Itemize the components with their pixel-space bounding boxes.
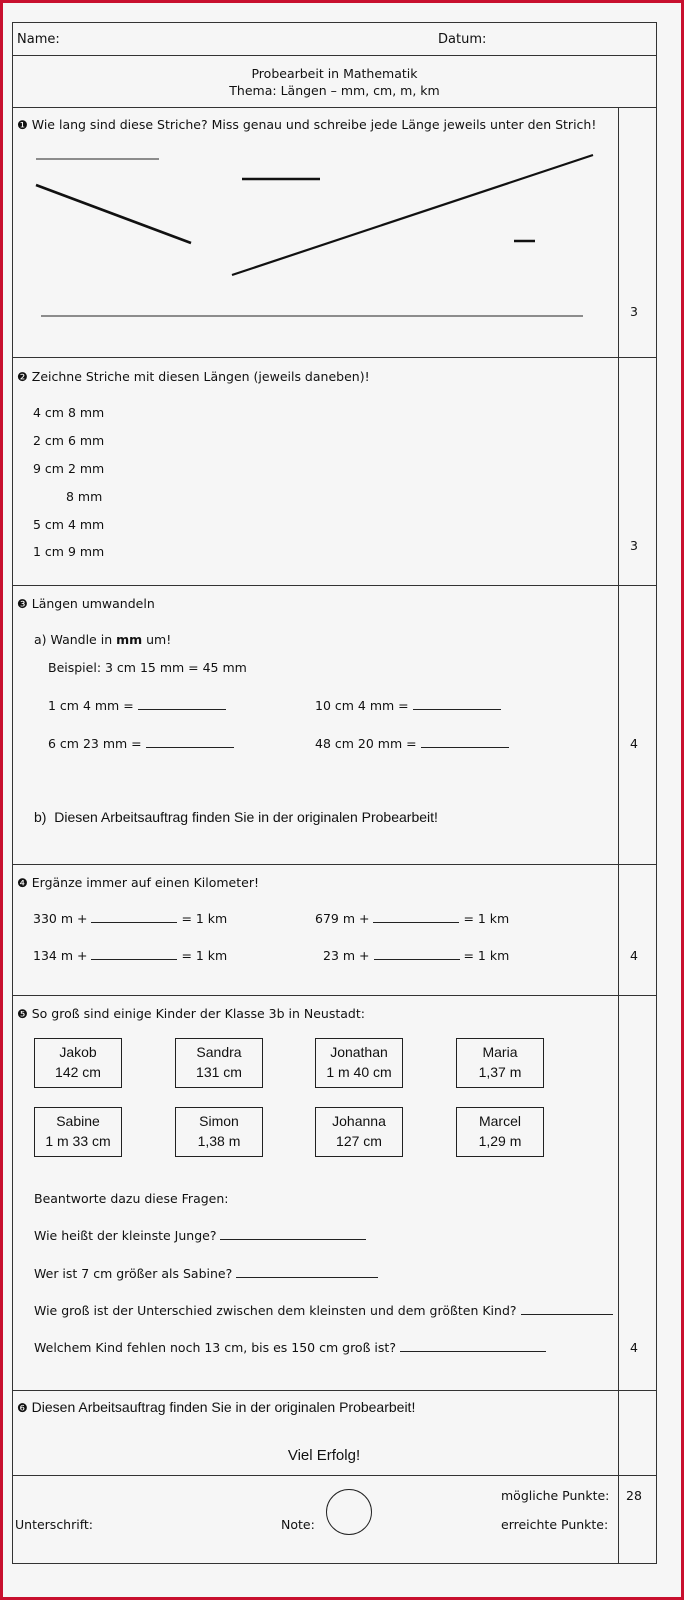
points-column-divider <box>618 107 619 1475</box>
length-item: 2 cm 6 mm <box>33 433 105 448</box>
test-subtitle: Thema: Längen – mm, cm, m, km <box>229 83 440 98</box>
kid-height: 1 m 33 cm <box>45 1133 111 1149</box>
task3a-unit: mm <box>116 632 143 647</box>
exercise-text: 1 cm 4 mm = <box>48 698 134 713</box>
exercise-left: 23 m + <box>323 948 370 963</box>
km-exercise <box>33 948 227 963</box>
conversion-exercise <box>315 736 509 751</box>
kid-height: 142 cm <box>55 1064 101 1080</box>
task3a-prefix: a) Wandle in <box>34 632 117 647</box>
task3-example: Beispiel: 3 cm 15 mm = 45 mm <box>48 660 247 675</box>
answer-blank[interactable] <box>400 1341 546 1352</box>
answer-blank[interactable] <box>220 1229 366 1240</box>
measure-line-4 <box>232 155 593 275</box>
task2-instruction <box>17 369 370 384</box>
km-exercise <box>33 911 227 926</box>
kid-height: 1,37 m <box>478 1064 522 1080</box>
kid-card <box>315 1038 403 1088</box>
km-exercise <box>315 911 509 926</box>
kid-card <box>34 1107 122 1157</box>
divider <box>13 55 656 56</box>
task3b-label: b) <box>34 809 47 825</box>
task3-instruction <box>17 596 155 611</box>
kid-name: Sandra <box>196 1044 242 1060</box>
kid-height: 1,29 m <box>478 1133 522 1149</box>
task6-text: Diesen Arbeitsauftrag finden Sie in der originalen Probearbeit! <box>31 1399 416 1415</box>
kid-card <box>175 1038 263 1088</box>
question-text: Wer ist 7 cm größer als Sabine? <box>34 1266 233 1281</box>
kid-name: Marcel <box>478 1113 521 1129</box>
task5-instruction <box>17 1006 365 1021</box>
exercise-left: 330 m + <box>33 911 88 926</box>
kid-height: 1,38 m <box>197 1133 241 1149</box>
conversion-exercise <box>48 698 226 713</box>
task3-number: ❸ <box>17 597 28 611</box>
task3b <box>34 809 438 825</box>
exercise-right: = 1 km <box>463 948 510 963</box>
answer-blank[interactable] <box>413 699 501 710</box>
signature-label: Unterschrift: <box>15 1517 94 1532</box>
kid-name: Jonathan <box>330 1044 388 1060</box>
task3a-suffix: um! <box>142 632 172 647</box>
achieved-points-label: erreichte Punkte: <box>501 1517 609 1532</box>
task1-lines <box>13 107 618 357</box>
question <box>34 1266 378 1281</box>
possible-points-value: 28 <box>626 1488 642 1503</box>
kid-card <box>456 1107 544 1157</box>
points-column-divider <box>618 1475 619 1563</box>
divider <box>13 995 656 996</box>
grade-circle[interactable] <box>326 1489 372 1535</box>
kid-height: 127 cm <box>336 1133 382 1149</box>
task6-number: ❻ <box>17 1401 28 1415</box>
kid-card <box>175 1107 263 1157</box>
answer-blank[interactable] <box>146 737 234 748</box>
answer-blank[interactable] <box>138 699 226 710</box>
task4-text: Ergänze immer auf einen Kilometer! <box>31 875 259 890</box>
divider <box>13 585 656 586</box>
task3-text: Längen umwandeln <box>31 596 155 611</box>
kid-height: 131 cm <box>196 1064 242 1080</box>
divider <box>13 357 656 358</box>
answer-blank[interactable] <box>374 949 460 960</box>
task2-number: ❷ <box>17 370 28 384</box>
task3b-text: Diesen Arbeitsauftrag finden Sie in der originalen Probearbeit! <box>54 809 438 825</box>
task4-points: 4 <box>630 948 638 963</box>
task2-text: Zeichne Striche mit diesen Längen (jeweils daneben)! <box>31 369 370 384</box>
length-item: 9 cm 2 mm <box>33 461 105 476</box>
question <box>34 1303 613 1318</box>
answer-blank[interactable] <box>236 1267 378 1278</box>
closing-message: Viel Erfolg! <box>287 1447 361 1464</box>
answer-blank[interactable] <box>373 912 459 923</box>
task4-number: ❹ <box>17 876 28 890</box>
exercise-left: 134 m + <box>33 948 88 963</box>
test-title: Probearbeit in Mathematik <box>251 66 418 81</box>
possible-points-label: mögliche Punkte: <box>501 1488 610 1503</box>
task6 <box>17 1399 415 1415</box>
questions-intro: Beantworte dazu diese Fragen: <box>34 1191 229 1206</box>
answer-blank[interactable] <box>91 912 177 923</box>
length-item: 1 cm 9 mm <box>33 544 105 559</box>
kid-height: 1 m 40 cm <box>326 1064 392 1080</box>
task2-points: 3 <box>630 538 638 553</box>
kid-card <box>456 1038 544 1088</box>
exercise-text: 48 cm 20 mm = <box>315 736 417 751</box>
length-item: 4 cm 8 mm <box>33 405 105 420</box>
task1-number: ❶ <box>17 118 28 132</box>
kid-name: Simon <box>199 1113 239 1129</box>
kid-card <box>34 1038 122 1088</box>
exercise-right: = 1 km <box>181 948 228 963</box>
worksheet <box>12 22 657 1564</box>
measure-line-2 <box>36 185 191 243</box>
task5-number: ❺ <box>17 1007 28 1021</box>
test-title-block <box>13 65 656 99</box>
conversion-exercise <box>315 698 501 713</box>
exercise-left: 679 m + <box>315 911 370 926</box>
question-text: Welchem Kind fehlen noch 13 cm, bis es 150 cm groß ist? <box>34 1340 396 1355</box>
km-exercise <box>323 948 509 963</box>
name-label: Name: <box>17 32 60 47</box>
divider <box>13 864 656 865</box>
kid-name: Sabine <box>56 1113 100 1129</box>
exercise-text: 10 cm 4 mm = <box>315 698 409 713</box>
length-item: 5 cm 4 mm <box>33 517 105 532</box>
grade-label: Note: <box>281 1517 315 1532</box>
exercise-text: 6 cm 23 mm = <box>48 736 142 751</box>
kid-name: Johanna <box>332 1113 386 1129</box>
question <box>34 1340 546 1355</box>
length-item: 8 mm <box>66 489 103 504</box>
exercise-right: = 1 km <box>463 911 510 926</box>
answer-blank[interactable] <box>421 737 509 748</box>
kid-name: Jakob <box>59 1044 97 1060</box>
answer-blank[interactable] <box>521 1304 613 1315</box>
task3-points: 4 <box>630 736 638 751</box>
question-text: Wie groß ist der Unterschied zwischen dem kleinsten und dem größten Kind? <box>34 1303 517 1318</box>
task1-text: Wie lang sind diese Striche? Miss genau und schreibe jede Länge jeweils unter den Strich! <box>31 117 597 132</box>
divider <box>13 1475 656 1476</box>
kid-name: Maria <box>482 1044 518 1060</box>
date-label: Datum: <box>438 32 487 47</box>
kid-card <box>315 1107 403 1157</box>
task5-text: So groß sind einige Kinder der Klasse 3b in Neustadt: <box>31 1006 365 1021</box>
task3a-instruction <box>34 632 171 647</box>
task4-instruction <box>17 875 259 890</box>
question <box>34 1228 366 1243</box>
answer-blank[interactable] <box>91 949 177 960</box>
task1-points: 3 <box>630 304 638 319</box>
question-text: Wie heißt der kleinste Junge? <box>34 1228 217 1243</box>
divider <box>13 1390 656 1391</box>
exercise-right: = 1 km <box>181 911 228 926</box>
conversion-exercise <box>48 736 234 751</box>
task5-points: 4 <box>630 1340 638 1355</box>
